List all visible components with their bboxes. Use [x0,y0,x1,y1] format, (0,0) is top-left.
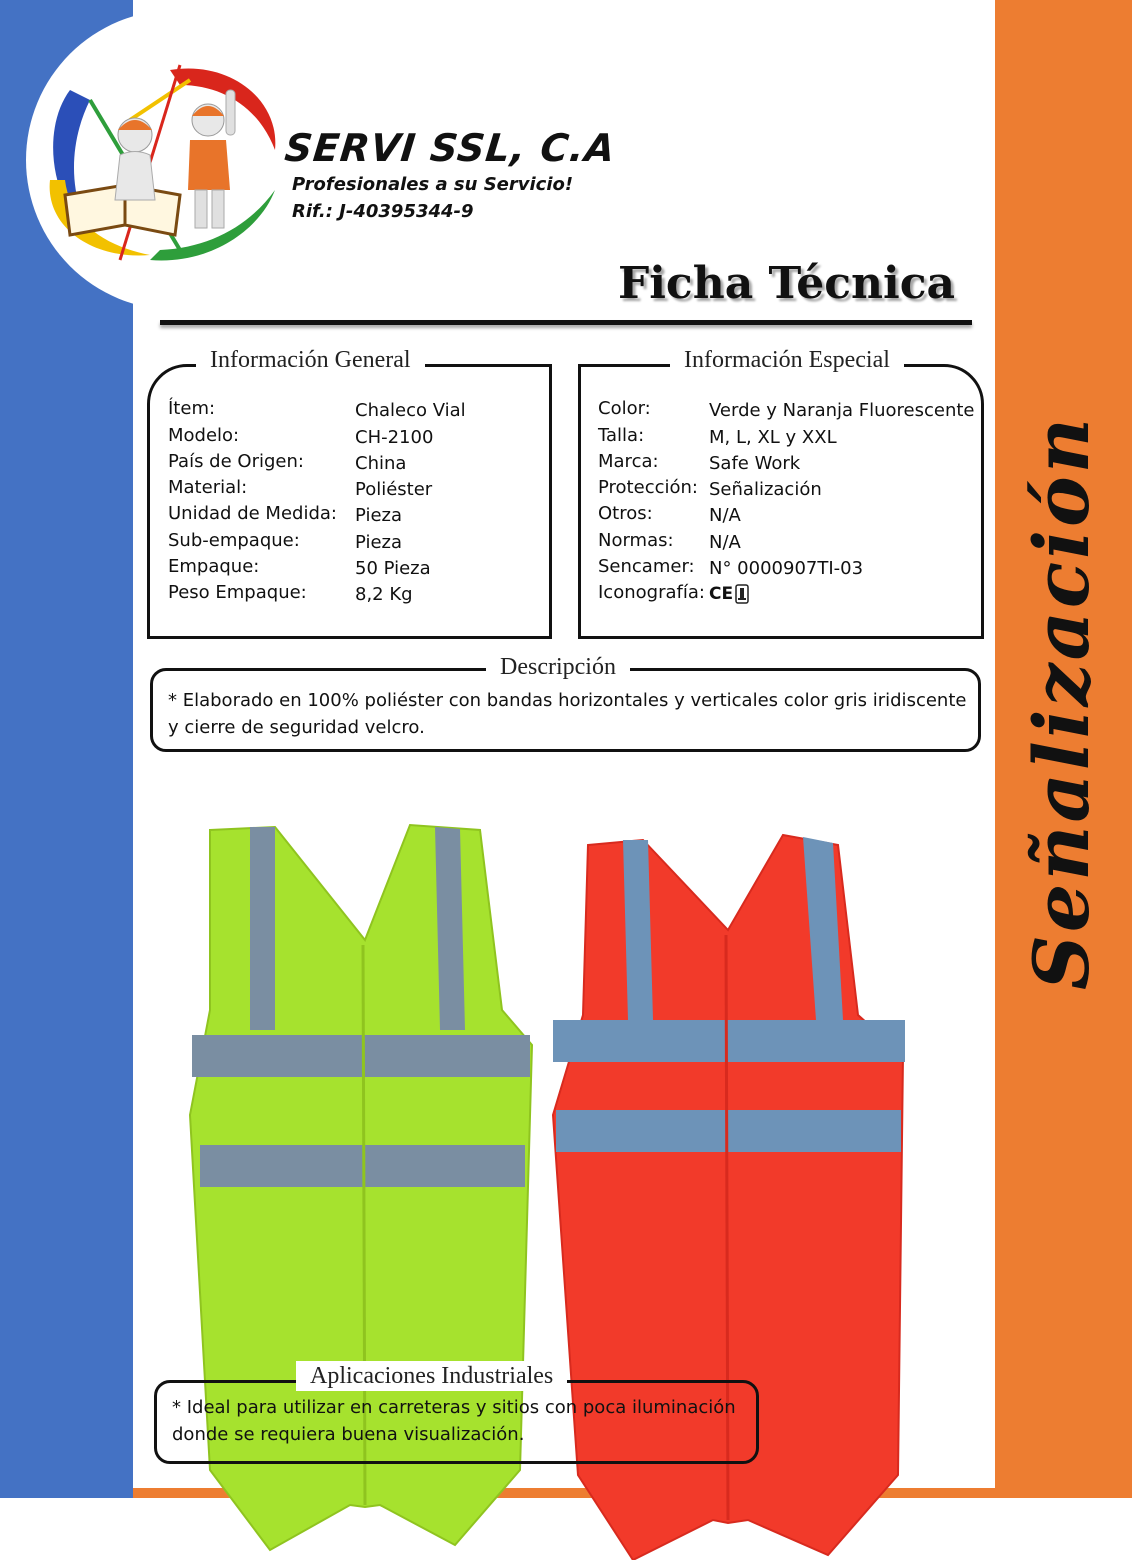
special-label: Otros: [598,503,653,524]
general-label: Sub-empaque: [168,530,300,551]
special-label: Talla: [598,425,645,446]
general-label: Ítem: [168,398,216,419]
general-label: Unidad de Medida: [168,503,337,524]
special-value: M, L, XL y XXL [709,427,837,448]
general-label: Empaque: [168,556,260,577]
special-label: Marca: [598,451,659,472]
applications-text: * Ideal para utilizar en carreteras y sitios con poca iluminación donde se requiera buena visualización. [172,1397,736,1445]
special-label: Color: [598,398,651,419]
general-label: Modelo: [168,425,240,446]
applications-legend: Aplicaciones Industriales [296,1361,567,1391]
general-label: Material: [168,477,248,498]
category-side-label: Señalización [1017,415,1106,990]
special-label: Normas: [598,530,674,551]
company-rif: Rif.: J-40395344-9 [292,201,474,222]
general-value: 50 Pieza [355,558,431,579]
special-value: Señalización [709,479,822,500]
general-value: CH-2100 [355,427,434,448]
special-value: Verde y Naranja Fluorescente [709,400,975,421]
general-value: 8,2 Kg [355,584,413,605]
special-value: Safe Work [709,453,801,474]
company-name: SERVI SSL, C.A [282,126,618,170]
special-value: N/A [709,532,741,553]
company-logo-graphic [30,60,290,280]
description-text: * Elaborado en 100% poliéster con bandas horizontales y verticales color gris iridiscente y cierre de seguridad velcro. [168,690,967,738]
special-label: Protección: [598,477,698,498]
general-value: China [355,453,407,474]
general-value: Pieza [355,505,403,526]
special-label: Sencamer: [598,556,695,577]
general-label: Peso Empaque: [168,582,307,603]
special-value: N/A [709,505,741,526]
title-rule [160,320,972,325]
special-value: N° 0000907TI-03 [709,558,864,579]
general-info-legend: Información General [196,345,425,375]
ce-mark-icon: CE [709,584,734,604]
company-slogan: Profesionales a su Servicio! [292,174,574,195]
page-title: Ficha Técnica [617,258,955,309]
general-value: Chaleco Vial [355,400,466,421]
special-info-legend: Información Especial [670,345,904,375]
general-label: País de Origen: [168,451,304,472]
description-legend: Descripción [486,652,630,682]
sencamer-seal-icon [735,584,749,604]
general-value: Poliéster [355,479,433,500]
special-label: Iconografía: [598,582,705,603]
general-value: Pieza [355,532,403,553]
